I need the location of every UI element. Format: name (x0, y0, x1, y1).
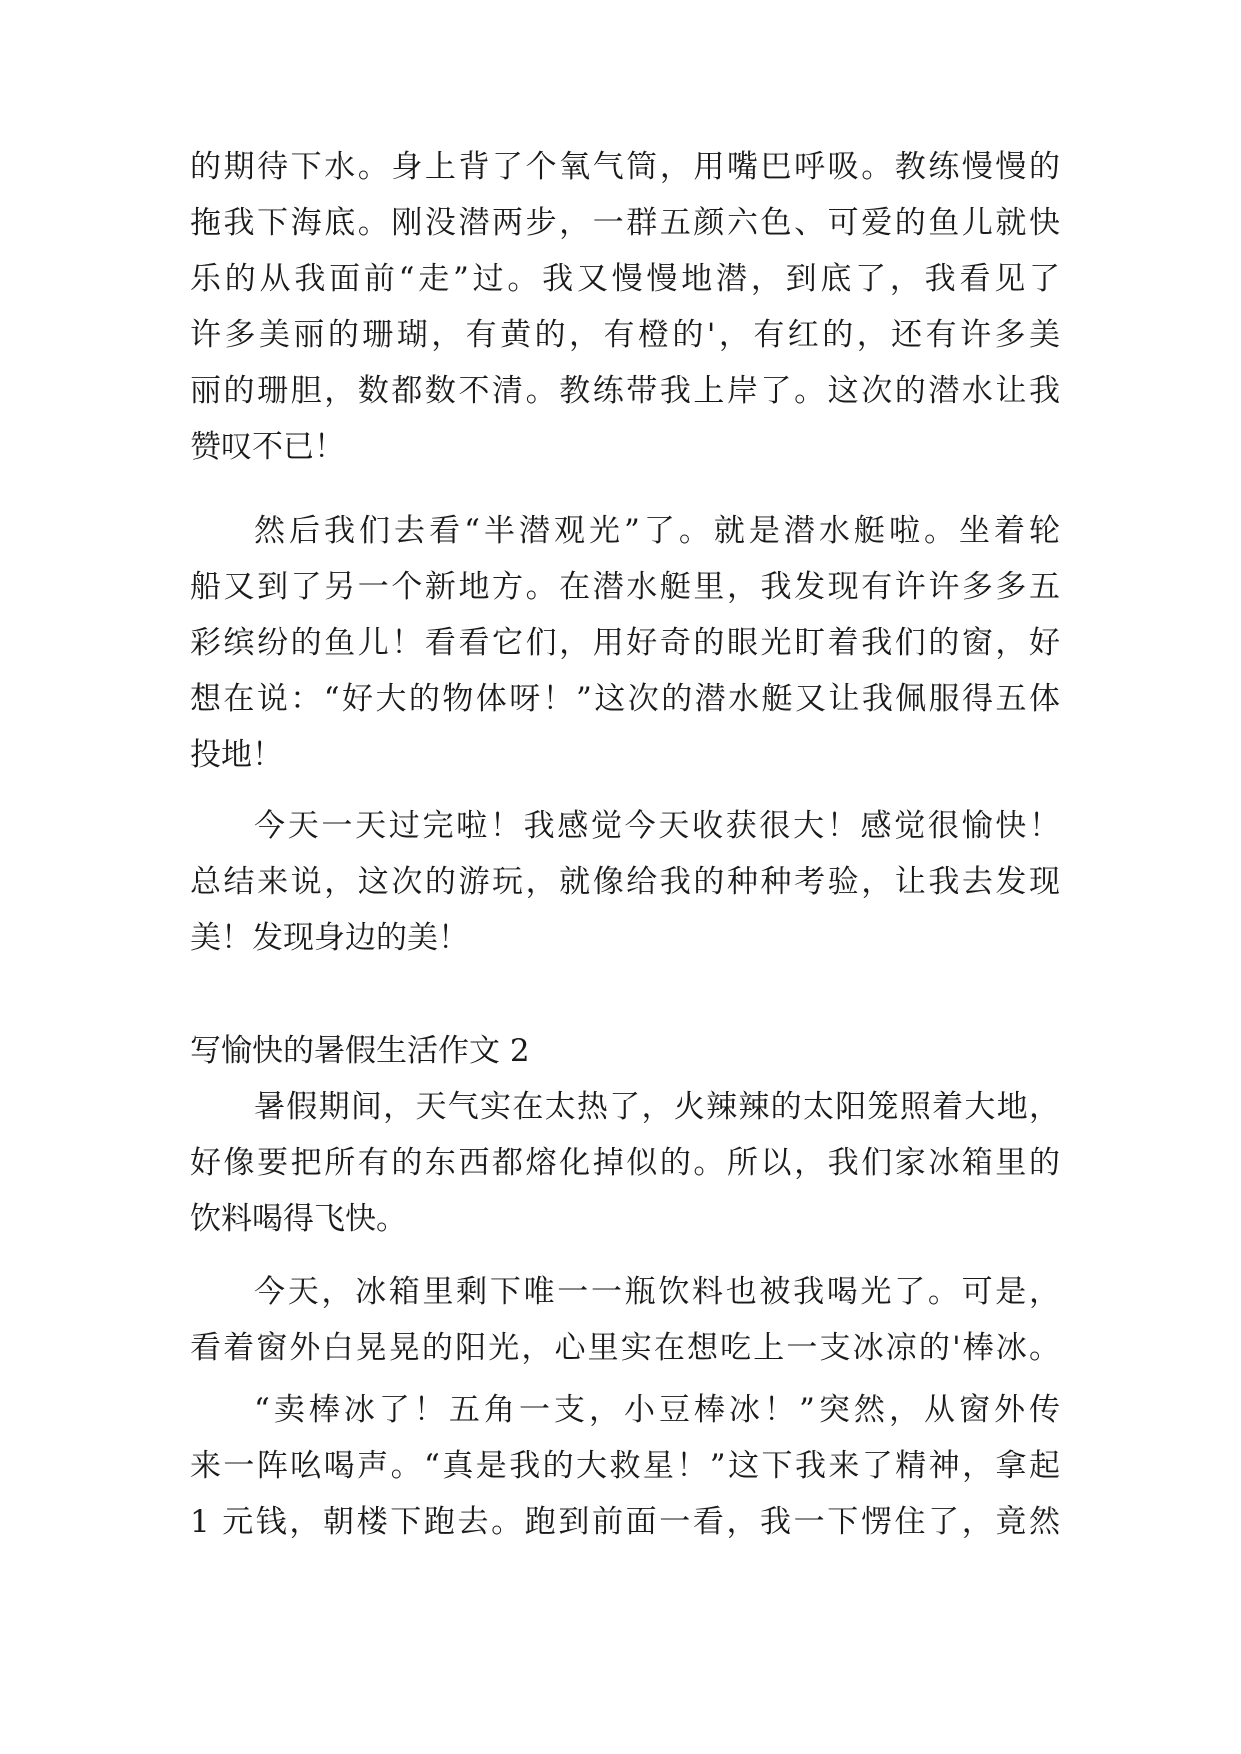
body-text-line: 饮料喝得飞快。 (190, 1201, 407, 1237)
body-text-line: 乐的从我面前“走”过。我又慢慢地潜，到底了，我看见了 (190, 261, 1060, 297)
body-text-line: 好像要把所有的东西都熔化掉似的。所以，我们家冰箱里的 (190, 1145, 1060, 1181)
section-heading: 写愉快的暑假生活作文 2 (190, 1033, 530, 1069)
paragraph-first-line: 今天，冰箱里剩下唯一一瓶饮料也被我喝光了。可是， (254, 1274, 1060, 1310)
body-text-line: 拖我下海底。刚没潜两步，一群五颜六色、可爱的鱼儿就快 (190, 205, 1060, 241)
body-text-line: 看着窗外白晃晃的阳光，心里实在想吃上一支冰凉的'棒冰。 (190, 1330, 1060, 1366)
body-text-line: 许多美丽的珊瑚，有黄的，有橙的'，有红的，还有许多美 (190, 317, 1060, 353)
body-text-line: 的期待下水。身上背了个氧气筒，用嘴巴呼吸。教练慢慢的 (190, 149, 1060, 185)
body-text-line: 投地！ (190, 737, 283, 773)
paragraph-first-line: 暑假期间，天气实在太热了，火辣辣的太阳笼照着大地， (254, 1089, 1060, 1125)
body-text-line: 来一阵吆喝声。“真是我的大救星！”这下我来了精神，拿起 (190, 1448, 1060, 1484)
body-text-line: 丽的珊胆，数都数不清。教练带我上岸了。这次的潜水让我 (190, 373, 1060, 409)
body-text-line: 总结来说，这次的游玩，就像给我的种种考验，让我去发现 (190, 864, 1060, 900)
body-text-line: 彩缤纷的鱼儿！看看它们，用好奇的眼光盯着我们的窗，好 (190, 625, 1060, 661)
paragraph-first-line: “卖棒冰了！五角一支，小豆棒冰！”突然，从窗外传 (254, 1392, 1060, 1428)
paragraph-first-line: 然后我们去看“半潜观光”了。就是潜水艇啦。坐着轮 (254, 513, 1060, 549)
body-text-line: 赞叹不已！ (190, 429, 345, 465)
body-text-line: 想在说：“好大的物体呀！”这次的潜水艇又让我佩服得五体 (190, 681, 1060, 717)
body-text-line: 美！发现身边的美！ (190, 920, 469, 956)
paragraph-first-line: 今天一天过完啦！我感觉今天收获很大！感觉很愉快！ (254, 808, 1060, 844)
body-text-line: 1 元钱，朝楼下跑去。跑到前面一看，我一下愣住了，竟然 (190, 1504, 1060, 1540)
body-text-line: 船又到了另一个新地方。在潜水艇里，我发现有许许多多五 (190, 569, 1060, 605)
